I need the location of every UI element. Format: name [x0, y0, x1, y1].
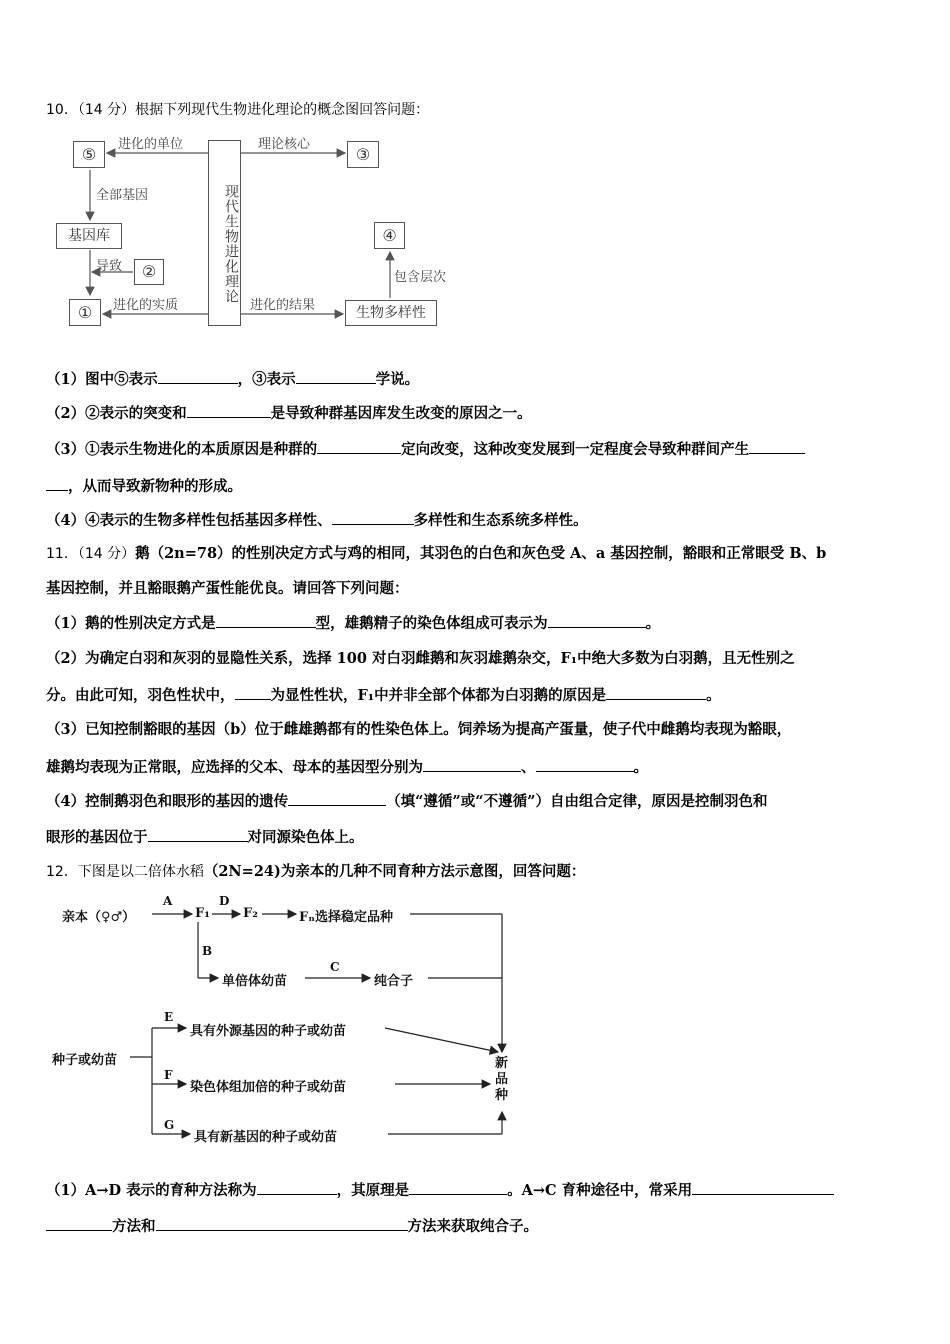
answer-blank[interactable]	[332, 510, 414, 525]
q10-p4-text-b: 多样性和生态系统多样性。	[413, 512, 588, 529]
q11-p1-text-b: 型，雄鹅精子的染色体组成可表示为	[315, 615, 548, 632]
answer-blank[interactable]	[235, 685, 271, 700]
q10-part2	[46, 403, 532, 424]
q12-p1-text-c: 。A→C 育种途径中，常采用	[507, 1182, 693, 1199]
q11-part2-cont	[46, 685, 721, 706]
node-foreign-gene: 具有外源基因的种子或幼苗	[190, 1024, 347, 1039]
box-biodiversity	[345, 300, 437, 326]
q10-part4	[46, 510, 588, 531]
q11-p3-text-c: 、	[521, 759, 536, 776]
q11-part4-cont	[46, 827, 364, 848]
label-step-c: C	[330, 960, 340, 974]
q10-p2-text-b: 是导致种群基因库发生改变的原因之一。	[270, 405, 532, 422]
q11-header-cont	[46, 579, 409, 599]
node-new-variety: 新品种	[495, 1056, 509, 1103]
answer-blank[interactable]	[536, 757, 634, 772]
box-2-text: ②	[141, 262, 157, 281]
label-step-a: A	[163, 894, 173, 908]
box-biodiversity-text: 生物多样性	[356, 305, 426, 321]
answer-blank[interactable]	[187, 403, 271, 418]
q11-p1-text-a: （1）鹅的性别决定方式是	[46, 615, 216, 632]
q11-p4-text-a: （4）控制鹅羽色和眼形的基因的遗传	[46, 793, 289, 810]
box-gene-pool-text: 基因库	[68, 228, 110, 244]
label-core: 理论核心	[258, 137, 311, 152]
center-box-theory	[208, 140, 241, 326]
answer-blank[interactable]	[156, 1216, 408, 1231]
q11-p1-text-c: 。	[645, 615, 661, 632]
answer-blank[interactable]	[46, 1216, 112, 1231]
q11-part4	[46, 791, 767, 812]
q10-p4-text-a: （4）④表示的生物多样性包括基因多样性、	[46, 512, 332, 529]
answer-blank[interactable]	[46, 476, 68, 491]
node-fn-select: Fₙ选择稳定品种	[299, 910, 393, 925]
node-f1: F₁	[195, 906, 210, 921]
answer-blank[interactable]	[296, 369, 376, 384]
node-new-gene: 具有新基因的种子或幼苗	[194, 1130, 338, 1145]
box-1-text: ①	[77, 303, 93, 322]
q11-part3	[46, 720, 791, 740]
q12-header	[46, 862, 585, 882]
label-step-b: B	[202, 944, 213, 958]
box-gene-pool	[56, 223, 122, 249]
label-result: 进化的结果	[250, 298, 316, 313]
node-seed: 种子或幼苗	[52, 1053, 118, 1068]
q11-p3-text-a: （3）已知控制豁眼的基因（b）位于雌雄鹅都有的性染色体上。饲养场为提高产蛋量，使子代中雌鹅均表现为豁眼，	[46, 721, 792, 738]
q12-part1-cont	[46, 1216, 538, 1237]
answer-blank[interactable]	[606, 685, 706, 700]
q10-p1-text-a: （1）图中⑤表示	[46, 371, 158, 388]
q10-p1-text-c: 学说。	[375, 371, 420, 388]
box-3-text: ③	[355, 145, 371, 164]
q10-p2-text-a: （2）②表示的突变和	[46, 405, 187, 422]
q12-p1-text-d: 方法和	[112, 1218, 156, 1235]
q11-p3-text-d: 。	[633, 759, 648, 776]
box-1	[69, 299, 101, 326]
q11-header	[46, 544, 826, 564]
q10-diagram-lines	[0, 0, 950, 340]
label-step-e: E	[164, 1010, 174, 1024]
q11-header-text-cont: 基因控制，并且豁眼鹅产蛋性能优良。请回答下列问题：	[46, 580, 409, 597]
answer-blank[interactable]	[216, 613, 316, 628]
label-unit: 进化的单位	[118, 137, 184, 152]
answer-blank[interactable]	[749, 439, 805, 454]
answer-blank[interactable]	[148, 827, 248, 842]
answer-blank[interactable]	[158, 369, 238, 384]
label-cause: 导致	[96, 259, 123, 274]
label-step-g: G	[164, 1118, 175, 1132]
answer-blank[interactable]	[409, 1180, 507, 1195]
node-pure: 纯合子	[374, 974, 414, 989]
q11-p4-text-d: 对同源染色体上。	[247, 829, 364, 846]
label-step-f: F	[164, 1068, 173, 1082]
q11-p4-text-b: （填“遵循”或“不遵循”）自由组合定律，原因是控制羽色和	[386, 793, 768, 810]
box-3	[347, 141, 379, 168]
label-essence: 进化的实质	[113, 298, 179, 313]
q10-part1	[46, 369, 419, 390]
q12-p1-text-e: 方法来获取纯合子。	[407, 1218, 538, 1235]
node-f2: F₂	[243, 906, 258, 921]
q12-p1-text-b: ，其原理是	[336, 1182, 410, 1199]
q11-header-text: 鹅（2n=78）的性别决定方式与鸡的相同，其羽色的白色和灰色受 A、a 基因控制，豁眼和正常眼受 B、b	[135, 545, 827, 562]
label-all-genes: 全部基因	[96, 188, 149, 203]
answer-blank[interactable]	[317, 439, 401, 454]
q11-p2-text-b: 分。由此可知，羽色性状中，	[46, 687, 235, 704]
q11-p2-text-d: 。	[706, 687, 721, 704]
q10-p3-text-b: 定向改变，这种改变发展到一定程度会导致种群间产生	[401, 441, 750, 458]
q11-part1	[46, 613, 660, 634]
center-box-text: 现代生物进化理论	[223, 184, 239, 304]
answer-blank[interactable]	[692, 1180, 834, 1195]
q10-p3-text-a: （3）①表示生物进化的本质原因是种群的	[46, 441, 318, 458]
q11-p2-text-a: （2）为确定白羽和灰羽的显隐性关系，选择 100 对白羽雌鹅和灰羽雄鹅杂交，F₁中绝大多数为白羽鹅，且无性别之	[46, 650, 795, 667]
q12-part1	[46, 1180, 834, 1201]
answer-blank[interactable]	[548, 613, 646, 628]
label-contains: 包含层次	[394, 270, 447, 285]
answer-blank[interactable]	[257, 1180, 337, 1195]
q10-part3-cont	[46, 476, 242, 497]
q10-concept-diagram	[0, 0, 950, 340]
node-parent: 亲本（♀♂）	[62, 910, 136, 925]
box-5	[73, 141, 105, 168]
box-4	[374, 222, 405, 249]
q11-p4-text-c: 眼形的基因位于	[46, 829, 148, 846]
q11-part2	[46, 649, 795, 669]
q11-part3-cont	[46, 757, 648, 778]
q11-p3-text-b: 雄鹅均表现为正常眼，应选择的父本、母本的基因型分别为	[46, 759, 423, 776]
q11-p2-text-c: 为显性性状，F₁中并非全部个体都为白羽鹅的原因是	[270, 687, 607, 704]
box-4-text: ④	[382, 226, 397, 245]
box-2	[134, 259, 164, 285]
q10-header-text: 10．（14 分）根据下列现代生物进化理论的概念图回答问题：	[46, 102, 430, 118]
label-step-d: D	[219, 894, 230, 908]
node-haploid: 单倍体幼苗	[222, 974, 288, 989]
answer-blank[interactable]	[288, 791, 386, 806]
q12-header-b: （2N=24)为亲本的几种不同育种方法示意图，回答问题：	[203, 863, 586, 880]
q10-p1-text-b: ，③表示	[237, 371, 296, 388]
box-5-text: ⑤	[81, 145, 97, 164]
node-doubled: 染色体组加倍的种子或幼苗	[190, 1080, 347, 1095]
q12-p1-text-a: （1）A→D 表示的育种方法称为	[46, 1182, 257, 1199]
answer-blank[interactable]	[423, 757, 521, 772]
q12-header-a: 12．下图是以二倍体水稻	[46, 864, 204, 880]
q11-number: 11．（14 分）	[46, 546, 136, 562]
q10-p3-text-c: ，从而导致新物种的形成。	[68, 478, 242, 495]
q10-part3	[46, 439, 805, 460]
